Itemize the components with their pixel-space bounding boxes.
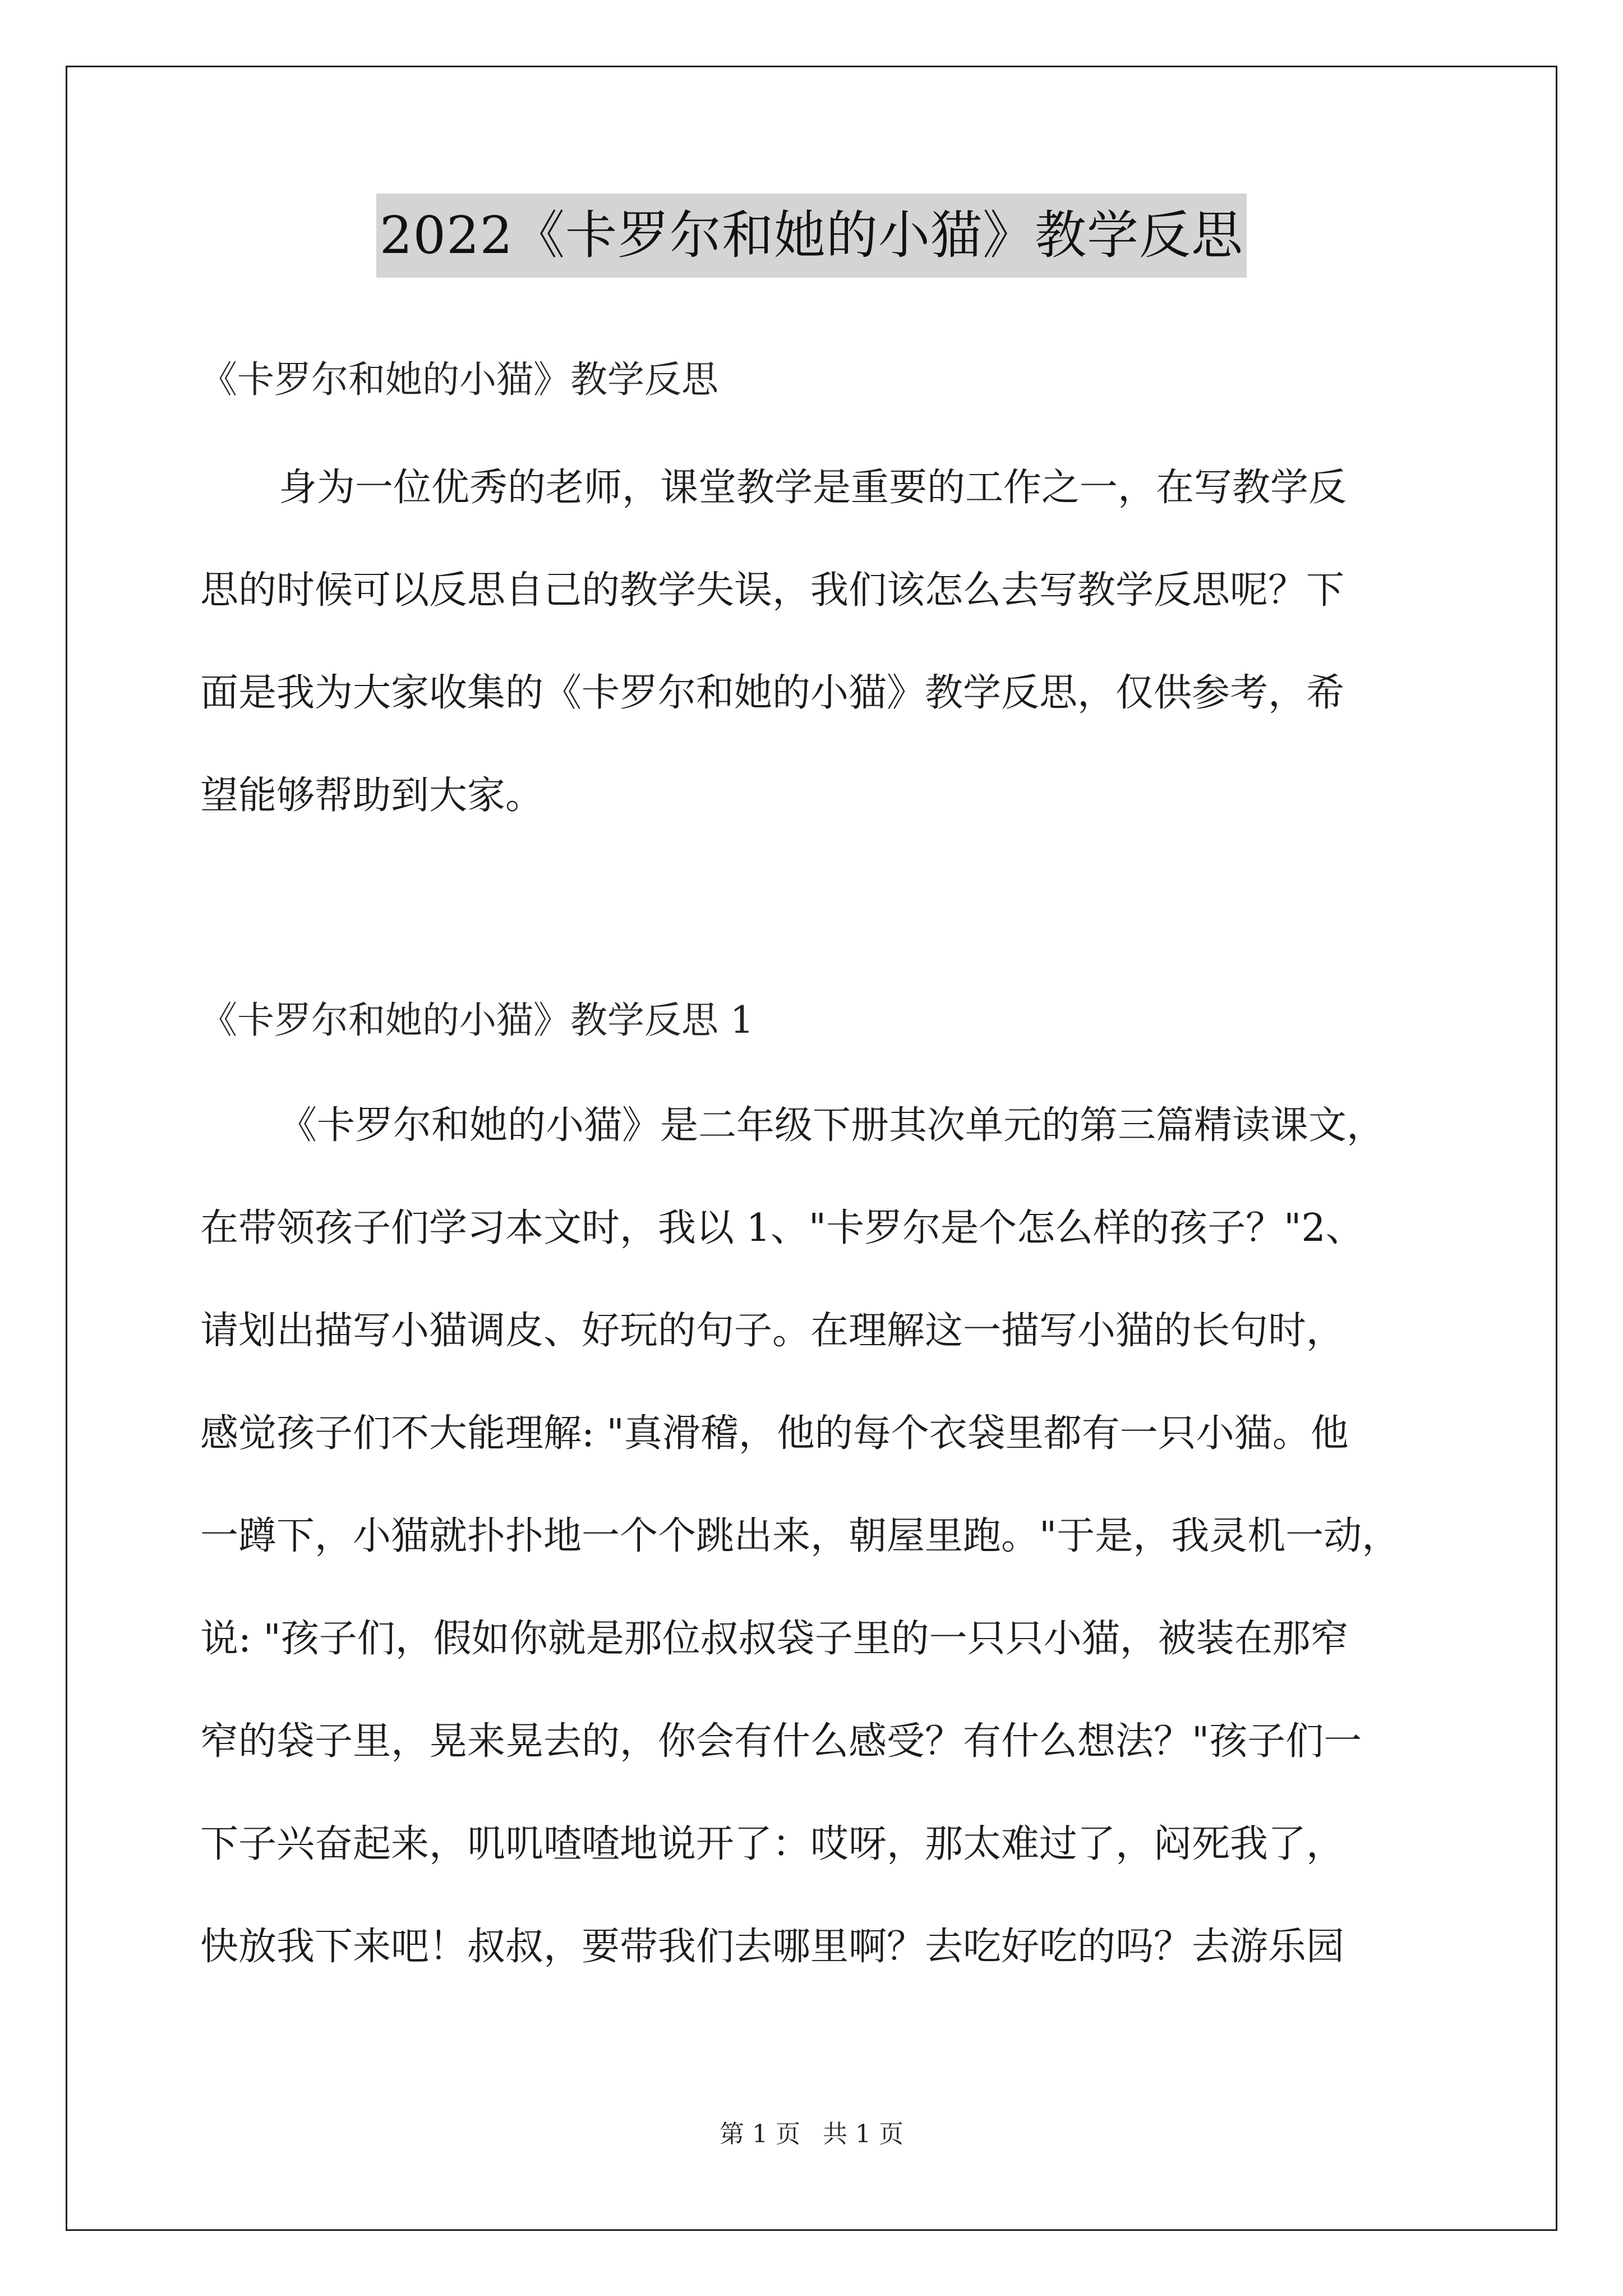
paragraph-line: 请划出描写小猫调皮、好玩的句子。在理解这一描写小猫的长句时，: [200, 1309, 1345, 1353]
paragraph-line: 窄的袋子里，晃来晃去的，你会有什么感受？有什么想法？"孩子们一: [200, 1719, 1362, 1764]
page-total: 共 1 页: [823, 2120, 903, 2148]
paragraph-line: 面是我为大家收集的《卡罗尔和她的小猫》教学反思，仅供参考，希: [200, 671, 1345, 715]
section-heading-1: 《卡罗尔和她的小猫》教学反思 1: [200, 999, 754, 1042]
title-wrap: [0, 194, 1623, 278]
page-footer: [0, 2118, 1623, 2151]
paragraph-line: 一蹲下，小猫就扑扑地一个个跳出来，朝屋里跑。"于是，我灵机一动，: [200, 1514, 1400, 1558]
paragraph-line: 感觉孩子们不大能理解: "真滑稽，他的每个衣袋里都有一只小猫。他: [200, 1411, 1349, 1456]
body-paragraph: [200, 1074, 1434, 1998]
paragraph-line: 身为一位优秀的老师，课堂教学是重要的工作之一，在写教学反: [279, 466, 1347, 510]
paragraph-line: 望能够帮助到大家。: [200, 774, 544, 818]
page-number: 第 1 页: [720, 2120, 800, 2148]
paragraph-line: 说: "孩子们，假如你就是那位叔叔袋子里的一只只小猫，被装在那窄: [200, 1617, 1349, 1661]
paragraph-line: 在带领孩子们学习本文时，我以 1、"卡罗尔是个怎么样的孩子？"2、: [200, 1206, 1364, 1250]
paragraph-line: 《卡罗尔和她的小猫》是二年级下册其次单元的第三篇精读课文，: [279, 1103, 1385, 1148]
intro-paragraph: [200, 436, 1434, 847]
section-heading-intro: 《卡罗尔和她的小猫》教学反思: [200, 358, 718, 401]
document-title: 2022《卡罗尔和她的小猫》教学反思: [376, 194, 1247, 278]
paragraph-line: 快放我下来吧！叔叔，要带我们去哪里啊？去吃好吃的吗？去游乐园: [200, 1925, 1345, 1969]
paragraph-line: 下子兴奋起来，叽叽喳喳地说开了：哎呀，那太难过了，闷死我了，: [200, 1822, 1345, 1866]
paragraph-line: 思的时候可以反思自己的教学失误，我们该怎么去写教学反思呢？下: [200, 568, 1345, 613]
